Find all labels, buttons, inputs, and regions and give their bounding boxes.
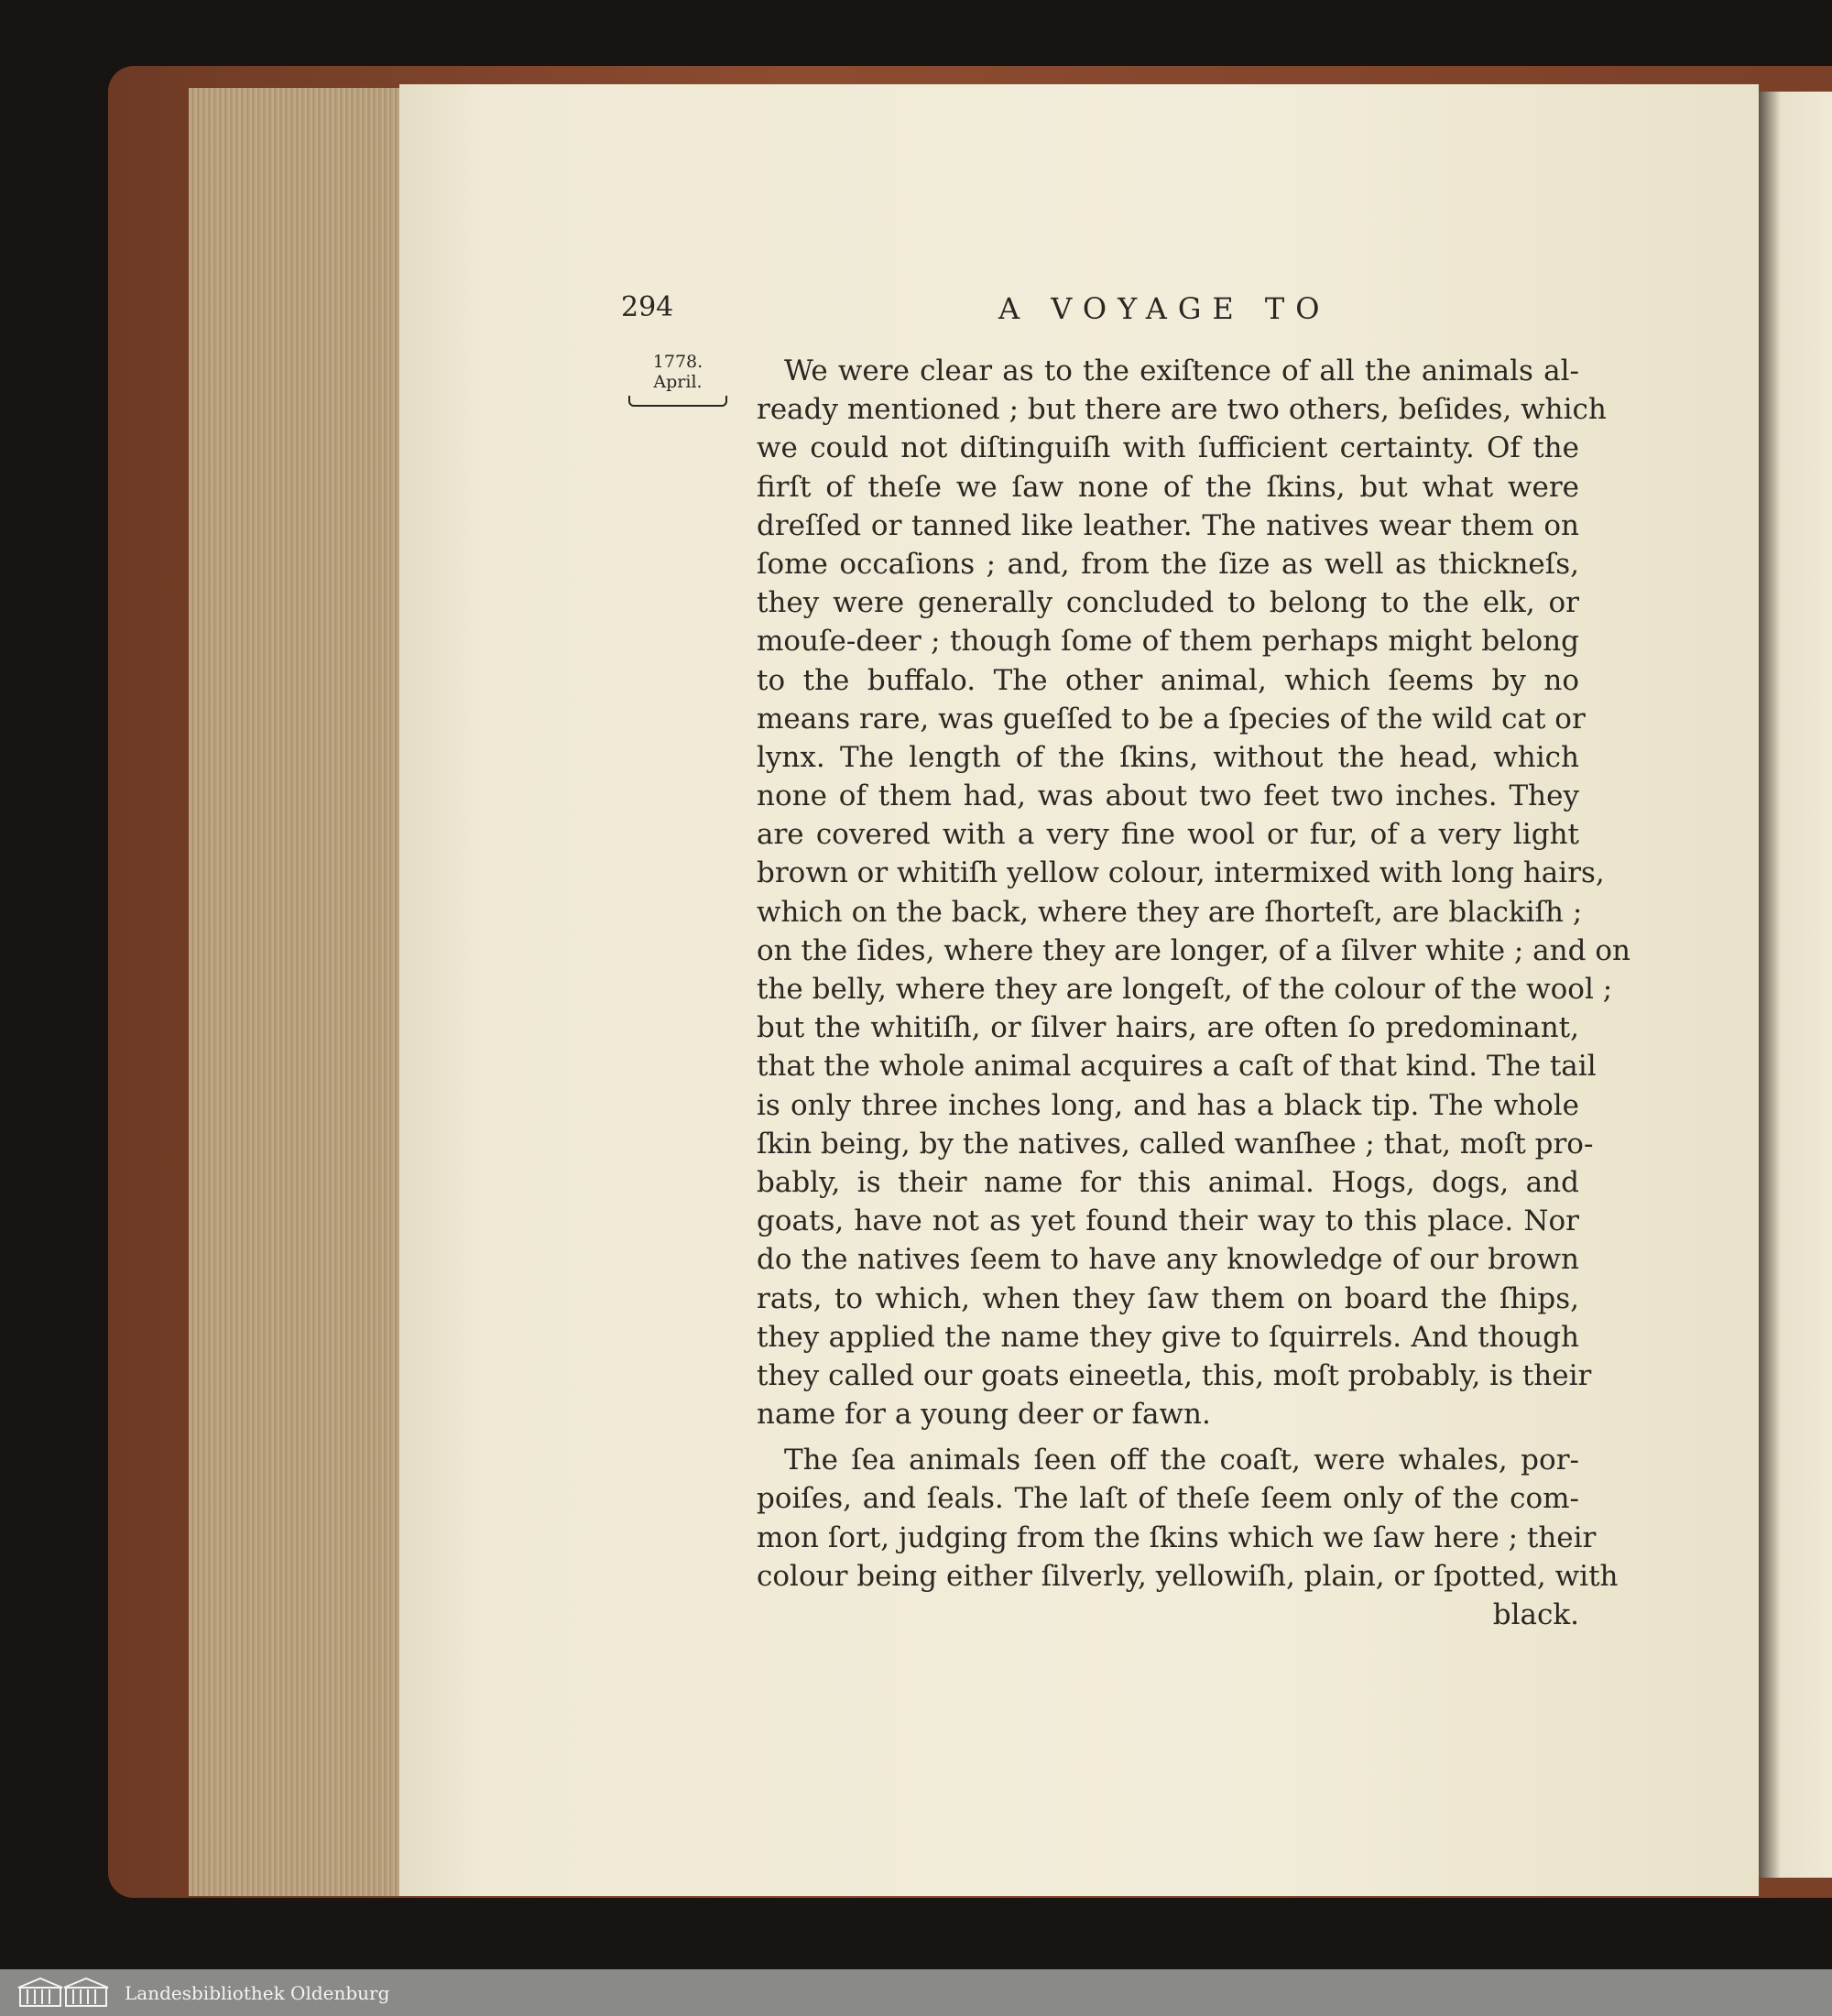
text-line: We were clear as to the exiſtence of all the animals al- xyxy=(784,354,1579,387)
page-header xyxy=(0,291,1832,332)
text-line: that the whole animal acquires a caſt of that kind. The tail xyxy=(757,1050,1597,1084)
text-line: bably, is their name for this animal. Hogs, dogs, and xyxy=(757,1165,1579,1199)
text-line: lynx. The length of the ſkins, without the head, which xyxy=(757,740,1579,774)
text-line: mon ſort, judging from the ſkins which we ſaw here ; their xyxy=(757,1520,1597,1554)
text-line: is only three inches long, and has a black tip. The whole xyxy=(757,1088,1579,1122)
text-line: brown or whitiſh yellow colour, intermixed with long hairs, xyxy=(757,856,1605,890)
library-footer xyxy=(0,1969,1832,2016)
text-line: but the whitiſh, or ſilver hairs, are often ſo predominant, xyxy=(757,1011,1579,1045)
text-line: the belly, where they are longeſt, of the colour of the wool ; xyxy=(757,973,1613,1006)
paragraph-gap xyxy=(757,1433,1579,1441)
paragraph xyxy=(757,352,1630,1433)
text-line: colour being either ſilverly, yellowiſh, plain, or ſpotted, with xyxy=(757,1559,1619,1593)
text-line: ſome occaſions ; and, from the ſize as well as thickneſs, xyxy=(757,547,1579,581)
text-line: ſkin being, by the natives, called wanſhee ; that, moſt pro- xyxy=(757,1127,1594,1161)
text-line: dreſſed or tanned like leather. The natives wear them on xyxy=(757,508,1579,542)
page-edges xyxy=(189,88,401,1896)
text-line: means rare, was gueſſed to be a ſpecies of the wild cat or xyxy=(757,702,1586,736)
text-line: which on the back, where they are ſhorteſt, are blackiſh ; xyxy=(757,895,1583,929)
library-building-icon xyxy=(13,1975,114,2010)
text-line: they called our goats eineetla, this, moſt probably, is their xyxy=(757,1358,1592,1392)
marginal-year: 1778. xyxy=(652,352,703,372)
marginal-month: April. xyxy=(653,372,703,392)
marginal-brace xyxy=(628,396,727,407)
text-line: firſt of theſe we ſaw none of the ſkins, but what were xyxy=(757,470,1579,504)
text-line: we could not diſtinguiſh with ſufficient certainty. Of the xyxy=(757,431,1579,465)
text-line: rats, to which, when they ſaw them on board the ſhips, xyxy=(757,1281,1579,1315)
library-name: Landesbibliothek Oldenburg xyxy=(125,1982,390,2004)
text-line: ready mentioned ; but there are two others, beſides, which xyxy=(757,393,1607,427)
text-line: none of them had, was about two feet two inches. They xyxy=(757,779,1579,813)
body-text xyxy=(757,352,1630,1634)
text-line: they applied the name they give to ſquirrels. And though xyxy=(757,1320,1579,1354)
text-line: to the buffalo. The other animal, which ſeems by no xyxy=(757,663,1579,697)
running-head: A VOYAGE TO xyxy=(998,291,1331,326)
text-line: name for a young deer or fawn. xyxy=(757,1398,1211,1432)
marginal-note xyxy=(623,352,733,407)
text-line: do the natives ſeem to have any knowledge of our brown xyxy=(757,1243,1579,1277)
text-line: poiſes, and ſeals. The laſt of theſe ſeem only of the com- xyxy=(757,1482,1579,1516)
text-line: The ſea animals ſeen off the coaſt, were whales, por- xyxy=(784,1444,1579,1477)
text-line: goats, have not as yet found their way to this place. Nor xyxy=(757,1204,1579,1238)
text-line: they were generally concluded to belong to the elk, or xyxy=(757,586,1579,620)
catchword: black. xyxy=(1492,1598,1579,1631)
text-line: mouſe-deer ; though ſome of them perhaps might belong xyxy=(757,625,1579,659)
text-line: are covered with a very fine wool or fur, of a very light xyxy=(757,818,1579,852)
page-number: 294 xyxy=(621,291,674,323)
facing-page-edge xyxy=(1759,92,1832,1878)
paragraph xyxy=(757,1441,1619,1634)
text-line: on the ſides, where they are longer, of a ſilver white ; and on xyxy=(757,933,1630,967)
